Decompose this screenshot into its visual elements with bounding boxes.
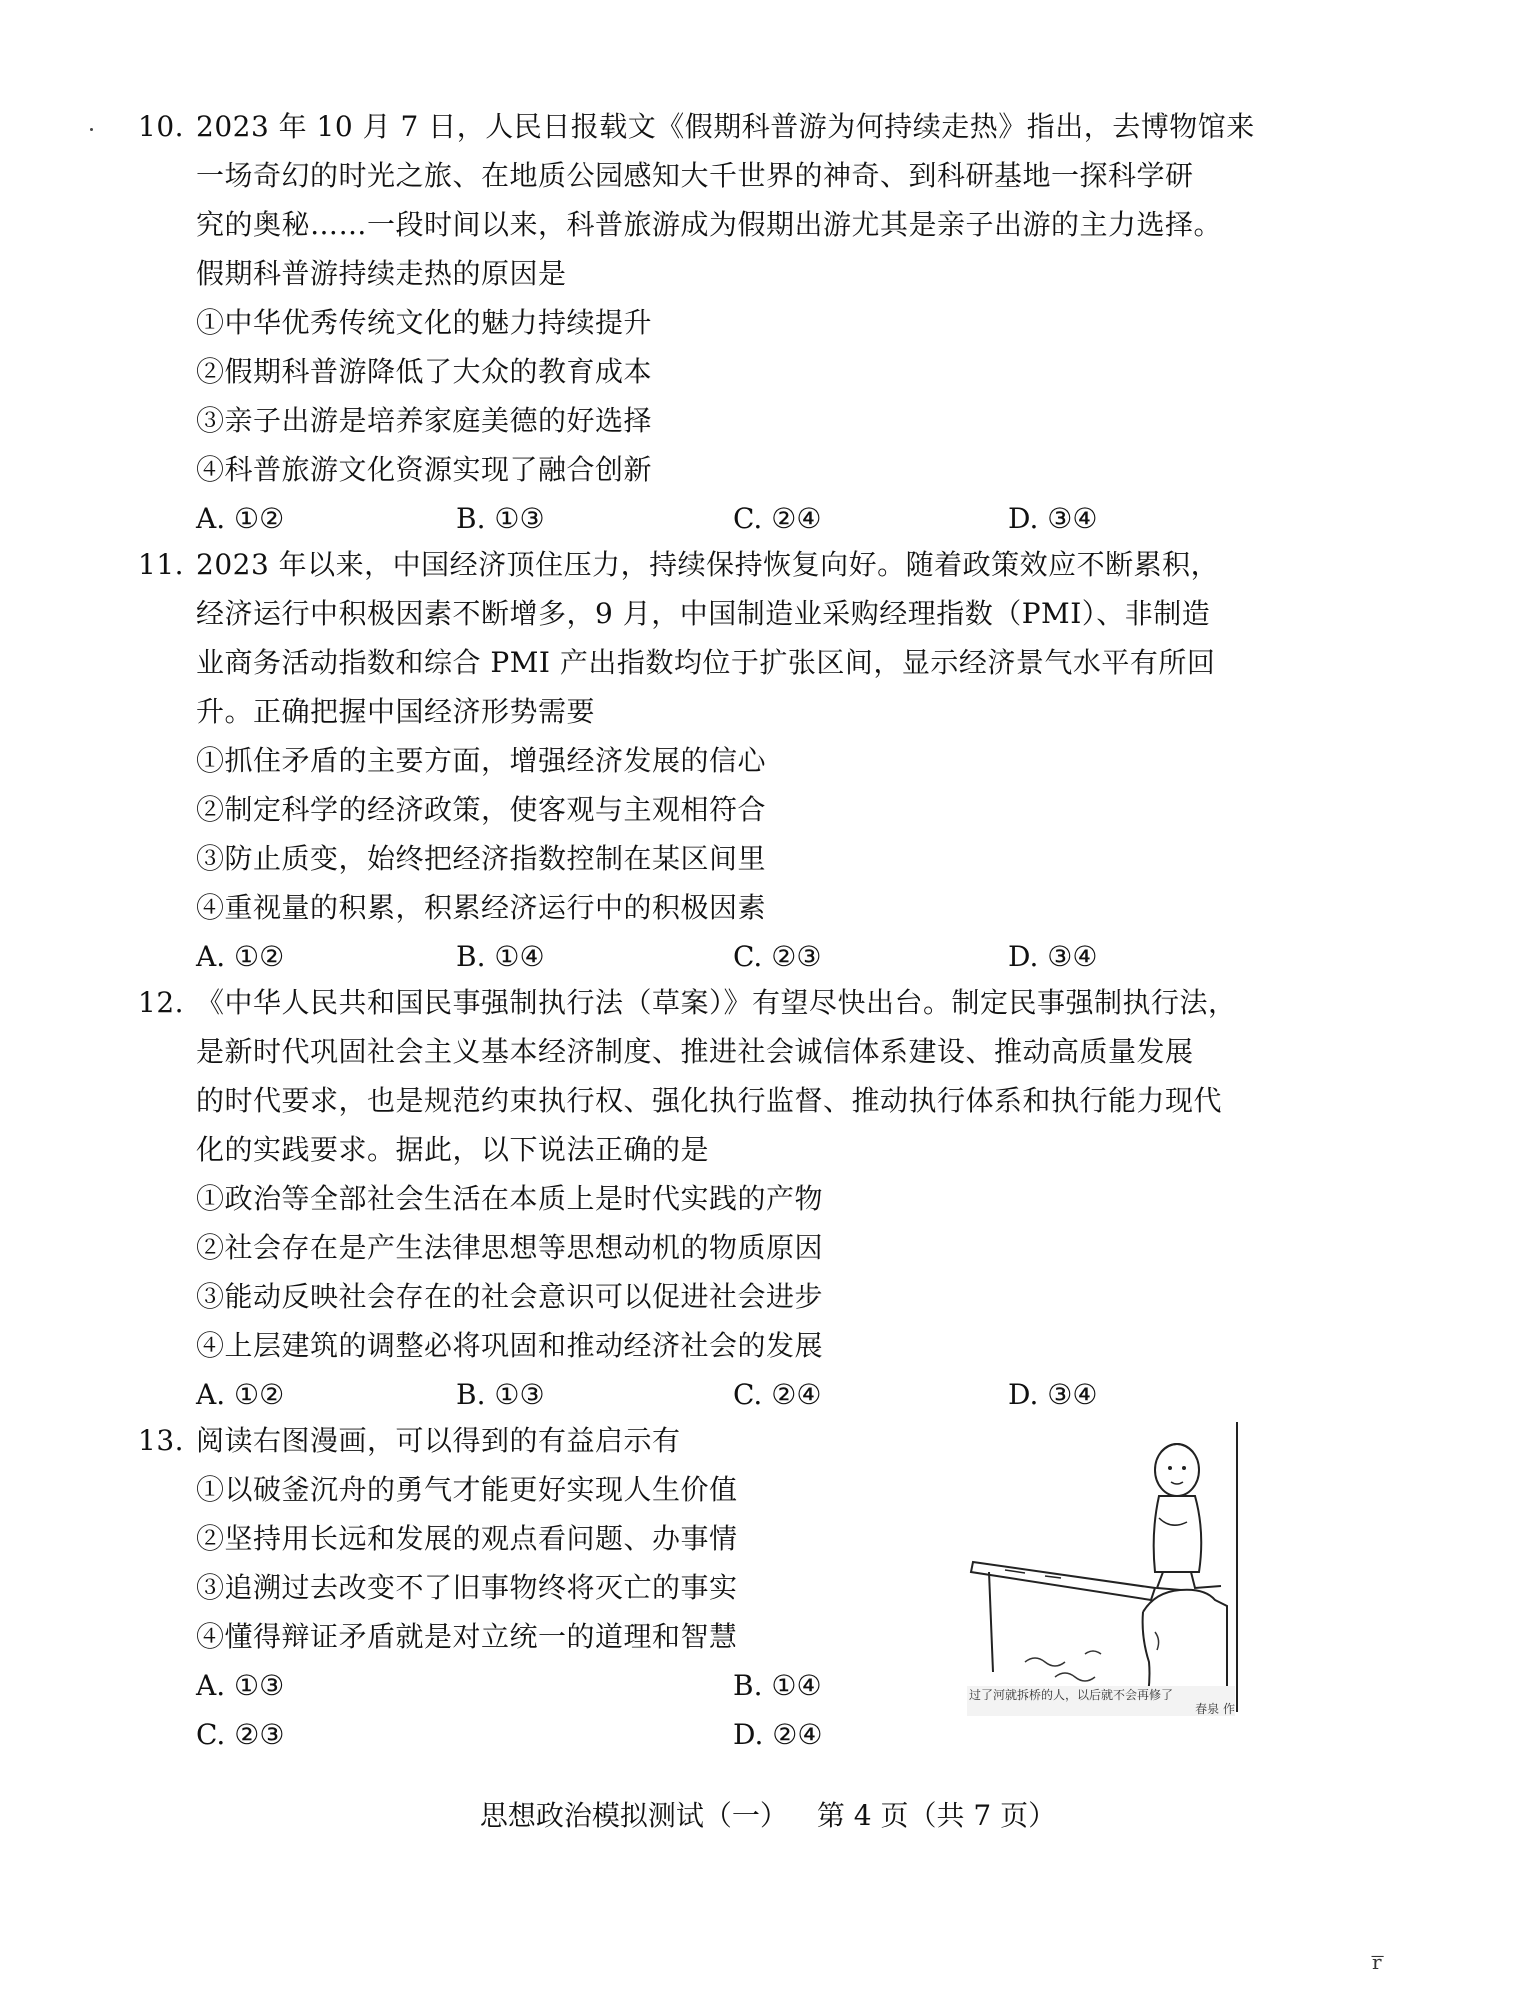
statement-item: ③防止质变，始终把经济指数控制在某区间里 <box>196 842 767 875</box>
option-d: D. ③④ <box>1008 940 1098 973</box>
option-c: C. ②④ <box>733 1378 822 1411</box>
question-stem-line: 升。正确把握中国经济形势需要 <box>196 695 596 728</box>
question-stem-line: 是新时代巩固社会主义基本经济制度、推进社会诚信体系建设、推动高质量发展 <box>196 1035 1194 1068</box>
question-stem-line: 究的奥秘……一段时间以来，科普旅游成为假期出游尤其是亲子出游的主力选择。 <box>196 208 1223 241</box>
option-a: A. ①③ <box>196 1669 285 1702</box>
option-d: D. ②④ <box>733 1718 823 1751</box>
answer-options <box>138 1710 938 1759</box>
option-b: B. ①③ <box>456 502 545 535</box>
answer-options <box>138 494 1248 543</box>
option-a: A. ①② <box>196 940 285 973</box>
question-stem-line: 经济运行中积极因素不断增多，9 月，中国制造业采购经理指数（PMI）、非制造 <box>196 597 1211 630</box>
option-a: A. ①② <box>196 1378 285 1411</box>
statement-item: ③追溯过去改变不了旧事物终将灭亡的事实 <box>196 1571 738 1604</box>
question-12 <box>138 978 1248 1419</box>
question-stem-line: 10. 2023 年 10 月 7 日，人民日报载文《假期科普游为何持续走热》指出，去博物馆来 <box>138 102 1248 151</box>
statement-item: ④懂得辩证矛盾就是对立统一的道理和智慧 <box>196 1620 738 1653</box>
answer-options <box>138 1370 1248 1419</box>
statement-item: ④上层建筑的调整必将巩固和推动经济社会的发展 <box>196 1329 824 1362</box>
answer-options <box>138 932 1248 981</box>
question-stem-line: 一场奇幻的时光之旅、在地质公园感知大千世界的神奇、到科研基地一探科学研 <box>196 159 1194 192</box>
cartoon-caption: 过了河就拆桥的人，以后就不会再修了 <box>969 1688 1174 1702</box>
option-b: B. ①④ <box>456 940 545 973</box>
statement-item: ①政治等全部社会生活在本质上是时代实践的产物 <box>196 1182 824 1215</box>
option-b: B. ①③ <box>456 1378 545 1411</box>
statement-item: ②坚持用长远和发展的观点看问题、办事情 <box>196 1522 738 1555</box>
question-number: 11. <box>138 548 185 581</box>
cartoon-author: 春泉 作 <box>1195 1702 1235 1716</box>
answer-options <box>138 1661 938 1710</box>
statement-item: ①以破釜沉舟的勇气才能更好实现人生价值 <box>196 1473 738 1506</box>
statement-item: ②制定科学的经济政策，使客观与主观相符合 <box>196 793 767 826</box>
option-c: C. ②④ <box>733 502 822 535</box>
question-stem-line: 的时代要求，也是规范约束执行权、强化执行监督、推动执行体系和执行能力现代 <box>196 1084 1223 1117</box>
option-d: D. ③④ <box>1008 502 1098 535</box>
cartoon-drawing <box>965 1422 1241 1718</box>
cartoon-figure <box>965 1422 1241 1718</box>
statement-item: ④重视量的积累，积累经济运行中的积极因素 <box>196 891 767 924</box>
scan-dot <box>90 128 93 131</box>
option-b: B. ①④ <box>733 1669 822 1702</box>
question-stem-line: 12. 《中华人民共和国民事强制执行法（草案）》有望尽快出台。制定民事强制执行法， <box>138 978 1248 1027</box>
question-stem-line: 假期科普游持续走热的原因是 <box>196 257 567 290</box>
option-d: D. ③④ <box>1008 1378 1098 1411</box>
question-11 <box>138 540 1248 981</box>
option-a: A. ①② <box>196 502 285 535</box>
question-stem-line: 化的实践要求。据此，以下说法正确的是 <box>196 1133 710 1166</box>
question-stem-line: 业商务活动指数和综合 PMI 产出指数均位于扩张区间，显示经济景气水平有所回 <box>196 646 1216 679</box>
option-c: C. ②③ <box>733 940 822 973</box>
statement-item: ②假期科普游降低了大众的教育成本 <box>196 355 653 388</box>
statement-item: ②社会存在是产生法律思想等思想动机的物质原因 <box>196 1231 824 1264</box>
question-number: 13. <box>138 1424 185 1457</box>
statement-item: ①中华优秀传统文化的魅力持续提升 <box>196 306 653 339</box>
corner-mark: ͞r <box>1372 1950 1382 1974</box>
page-footer <box>0 1794 1536 1834</box>
statement-item: ③亲子出游是培养家庭美德的好选择 <box>196 404 653 437</box>
option-c: C. ②③ <box>196 1718 285 1751</box>
footer-title: 思想政治模拟测试（一） <box>479 1799 788 1832</box>
footer-page-number: 第 4 页（共 7 页） <box>816 1799 1057 1832</box>
statement-item: ④科普旅游文化资源实现了融合创新 <box>196 453 653 486</box>
question-number: 12. <box>138 986 185 1019</box>
question-stem-line: 11. 2023 年以来，中国经济顶住压力，持续保持恢复向好。随着政策效应不断累积， <box>138 540 1248 589</box>
question-10 <box>138 102 1255 543</box>
statement-item: ③能动反映社会存在的社会意识可以促进社会进步 <box>196 1280 824 1313</box>
statement-item: ①抓住矛盾的主要方面，增强经济发展的信心 <box>196 744 767 777</box>
question-number: 10. <box>138 110 185 143</box>
question-stem-line: 13. 阅读右图漫画，可以得到的有益启示有 <box>138 1416 938 1465</box>
question-13 <box>138 1416 938 1759</box>
